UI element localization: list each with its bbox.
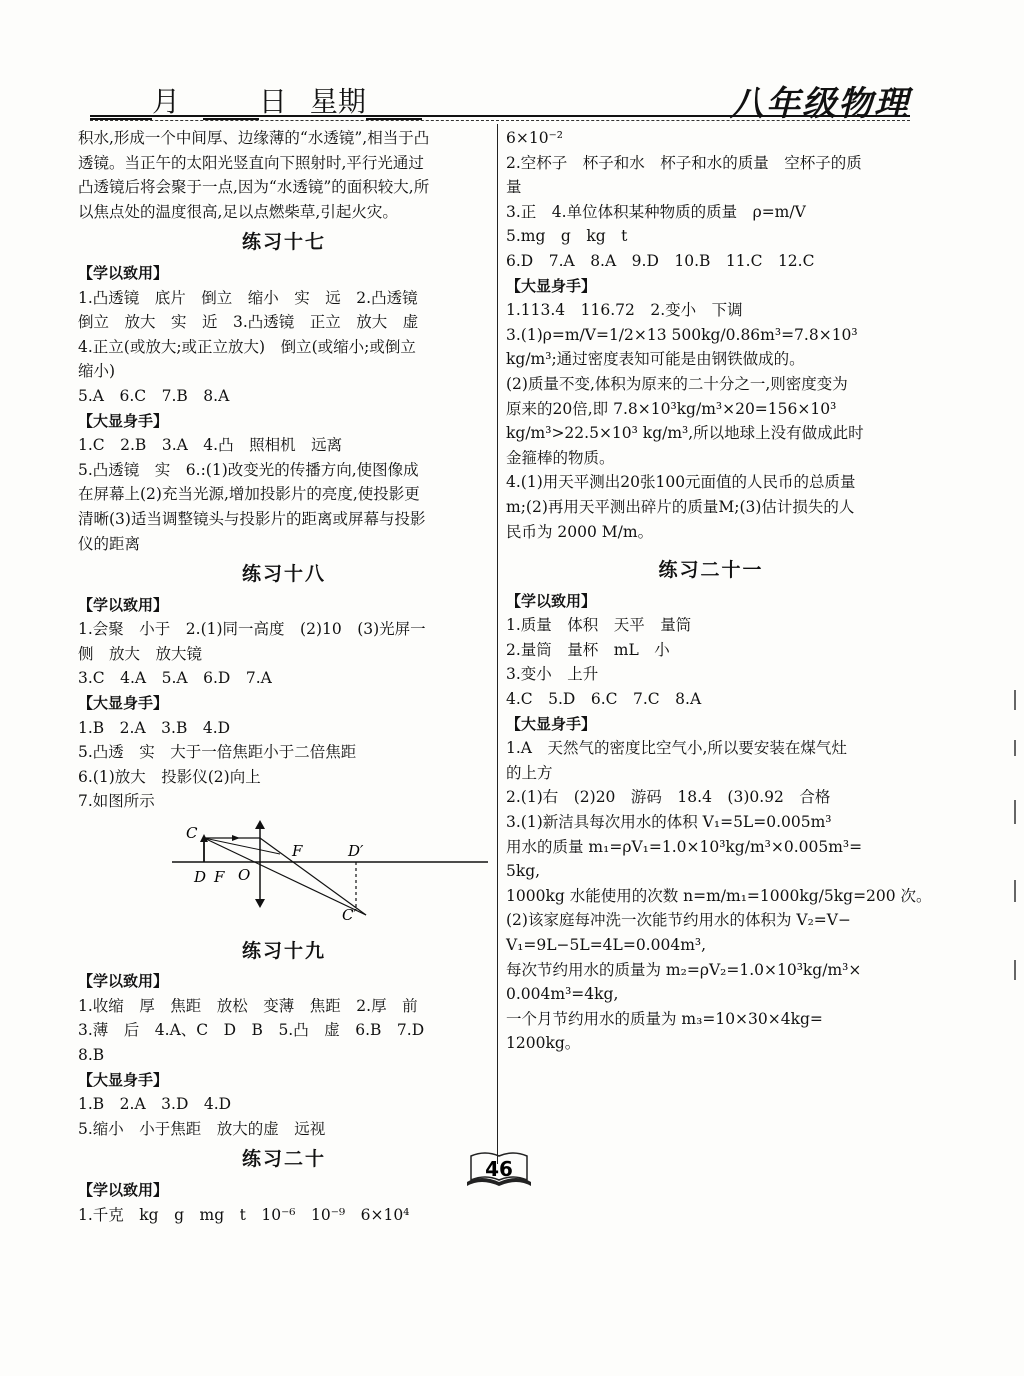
answer-line: 5.mg g kg t	[506, 227, 628, 246]
answer-line: 1.千克 kg g mg t 10⁻⁶ 10⁻⁹ 6×10⁴	[78, 1205, 410, 1224]
answer-line: (2)该家庭每冲洗一次能节约用水的体积为 V₂=V−	[506, 911, 851, 930]
answer-line: 1.B 2.A 3.B 4.D	[78, 718, 231, 737]
answer-line: 8.B	[78, 1046, 105, 1064]
day-label: 日	[258, 85, 287, 118]
answer-line: 4.C 5.D 6.C 7.C 8.A	[506, 690, 702, 709]
answer-line: 5.缩小 小于焦距 放大的虚 远视	[78, 1119, 326, 1138]
answer-line: 3.正 4.单位体积某种物质的质量 ρ=m/V	[506, 202, 806, 221]
center-ray	[204, 838, 366, 915]
answer-line: 量	[506, 178, 522, 197]
answer-line: 4.(1)用天平测出20张100元面值的人民币的总质量	[506, 473, 856, 492]
section-title-20: 练习二十	[241, 1148, 326, 1171]
answer-line: 侧 放大 放大镜	[78, 644, 203, 663]
scan-edge-mark	[1014, 960, 1022, 980]
section-title-18: 练习十八	[241, 563, 326, 586]
page-header	[90, 76, 910, 124]
subheading: 【大显身手】	[78, 411, 169, 430]
answer-line: 1.凸透镜 底片 倒立 缩小 实 远 2.凸透镜	[78, 288, 418, 307]
answer-line: 原来的20倍,即 7.8×10³kg/m³×20=156×10³	[506, 399, 837, 418]
answer-line: 1.B 2.A 3.D 4.D	[78, 1095, 232, 1114]
answer-line: 3.(1)ρ=m/V=1/2×13 500kg/0.86m³=7.8×10³	[506, 325, 858, 344]
label-d-prime: D′	[348, 842, 364, 861]
header-dashed-rule	[90, 120, 910, 121]
lens-arrow-bottom	[255, 899, 265, 908]
subheading: 【学以致用】	[506, 591, 597, 610]
text-line: 积水,形成一个中间厚、边缘薄的“水透镜”,相当于凸	[78, 129, 430, 147]
label-c: C	[186, 824, 198, 843]
text-line: 以焦点处的温度很高,足以点燃柴草,引起火灾。	[78, 202, 398, 221]
subheading: 【学以致用】	[78, 263, 169, 282]
subheading: 【学以致用】	[78, 1180, 169, 1199]
label-c-prime: C′	[342, 906, 357, 925]
answer-line: 6.D 7.A 8.A 9.D 10.B 11.C 12.C	[506, 251, 815, 270]
lens-ray-diagram	[170, 820, 490, 925]
answer-line: 4.正立(或放大;或正立放大) 倒立(或缩小;或倒立	[78, 337, 416, 356]
answer-line: 在屏幕上(2)充当光源,增加投影片的亮度,使投影更	[78, 485, 420, 504]
scan-edge-mark	[1014, 690, 1022, 710]
header-rule	[90, 115, 910, 117]
subheading: 【大显身手】	[78, 694, 169, 713]
answer-line: 2.量筒 量杯 mL 小	[506, 640, 670, 659]
answer-line: 2.(1)右 (2)20 游码 18.4 (3)0.92 合格	[506, 788, 831, 807]
subheading: 【大显身手】	[506, 714, 597, 733]
answer-line: 用水的质量 m₁=ρV₁=1.0×10³kg/m³×0.005m³=	[506, 837, 863, 856]
answer-line: m;(2)再用天平测出碎片的质量M;(3)估计损失的人	[506, 497, 855, 516]
answer-line: 1.质量 体积 天平 量筒	[506, 616, 692, 635]
month-label: 月	[152, 85, 181, 118]
answer-line: 5.A 6.C 7.B 8.A	[78, 386, 230, 405]
answer-line: 6.(1)放大 投影仪(2)向上	[78, 767, 261, 786]
label-f-left: F	[214, 868, 225, 887]
column-divider	[497, 124, 498, 1164]
answer-line: 5.凸透镜 实 6.:(1)改变光的传播方向,使图像成	[78, 460, 419, 479]
section-title-21: 练习二十一	[658, 559, 764, 582]
left-column	[78, 126, 490, 1227]
answer-line: 金箍棒的物质。	[506, 448, 615, 467]
answer-line: 1.A 天然气的密度比空气小,所以要安装在煤气灶	[506, 739, 847, 758]
answer-line: (2)质量不变,体积为原来的二十分之一,则密度变为	[506, 374, 848, 393]
answer-line: 0.004m³=4kg,	[506, 985, 619, 1004]
page-number: 46	[485, 1157, 513, 1181]
subheading: 【学以致用】	[78, 595, 169, 614]
answer-line: 1.会聚 小于 2.(1)同一高度 (2)10 (3)光屏一	[78, 620, 426, 639]
intro-paragraph	[78, 126, 490, 224]
answer-line: 1.收缩 厚 焦距 放松 变薄 焦距 2.厚 前	[78, 996, 418, 1015]
answer-line: 3.变小 上升	[506, 665, 599, 684]
label-o: O	[238, 866, 251, 885]
weekday-label: 星期	[309, 85, 366, 118]
label-d: D	[194, 868, 207, 887]
section-title-17: 练习十七	[241, 231, 326, 254]
focal-ray	[204, 838, 280, 854]
answer-line: 2.空杯子 杯子和水 杯子和水的质量 空杯子的质	[506, 153, 862, 172]
answer-line: 一个月节约用水的质量为 m₃=10×30×4kg=	[506, 1009, 823, 1028]
answer-line: 5kg,	[506, 862, 541, 881]
answer-line: 仪的距离	[78, 534, 141, 553]
answer-line: 1.C 2.B 3.A 4.凸 照相机 远离	[78, 436, 343, 455]
subheading: 【大显身手】	[506, 276, 597, 295]
answer-line: 7.如图所示	[78, 792, 155, 811]
subheading: 【学以致用】	[78, 972, 169, 991]
scan-edge-mark	[1014, 740, 1022, 756]
scan-edge-mark	[1014, 800, 1022, 824]
text-line: 透镜。当正午的太阳光竖直向下照射时,平行光通过	[78, 153, 424, 172]
answer-line: 清晰(3)适当调整镜头与投影片的距离或屏幕与投影	[78, 509, 426, 528]
subject-title: 八年级物理	[730, 84, 910, 124]
answer-line: V₁=9L−5L=4L=0.004m³,	[506, 936, 707, 954]
answer-line: 1000kg 水能使用的次数 n=m/m₁=1000kg/5kg=200 次。	[506, 886, 932, 905]
ray-arrow	[232, 835, 240, 841]
answer-line: 3.(1)新洁具每次用水的体积 V₁=5L=0.005m³	[506, 813, 832, 832]
answer-line: 民币为 2000 M/m。	[506, 522, 654, 541]
page-number-badge	[463, 1148, 535, 1190]
answer-line: kg/m³;通过密度表知可能是由钢铁做成的。	[506, 350, 805, 369]
answer-line: kg/m³>22.5×10³ kg/m³,所以地球上没有做成此时	[506, 424, 864, 443]
subheading: 【大显身手】	[78, 1070, 169, 1089]
answer-line: 1.113.4 116.72 2.变小 下调	[506, 301, 743, 320]
answer-line: 每次节约用水的质量为 m₂=ρV₂=1.0×10³kg/m³×	[506, 960, 862, 979]
text-line: 凸透镜后将会聚于一点,因为“水透镜”的面积较大,所	[78, 178, 430, 197]
lens-arrow-top	[255, 820, 265, 829]
answer-line: 3.薄 后 4.A、C D B 5.凸 虚 6.B 7.D	[78, 1021, 425, 1040]
answer-line: 1200kg。	[506, 1034, 581, 1053]
answer-line: 5.凸透 实 大于一倍焦距小于二倍焦距	[78, 743, 357, 762]
answer-line: 倒立 放大 实 近 3.凸透镜 正立 放大 虚	[78, 313, 419, 332]
answer-line: 6×10⁻²	[506, 129, 563, 147]
date-line	[90, 80, 422, 120]
section-title-19: 练习十九	[241, 939, 326, 962]
right-column	[506, 126, 932, 1056]
answer-line: 的上方	[506, 763, 553, 782]
answer-line: 缩小)	[78, 362, 116, 381]
label-f-right: F	[292, 842, 303, 861]
scan-edge-mark	[1014, 880, 1022, 902]
answer-line: 3.C 4.A 5.A 6.D 7.A	[78, 669, 272, 688]
